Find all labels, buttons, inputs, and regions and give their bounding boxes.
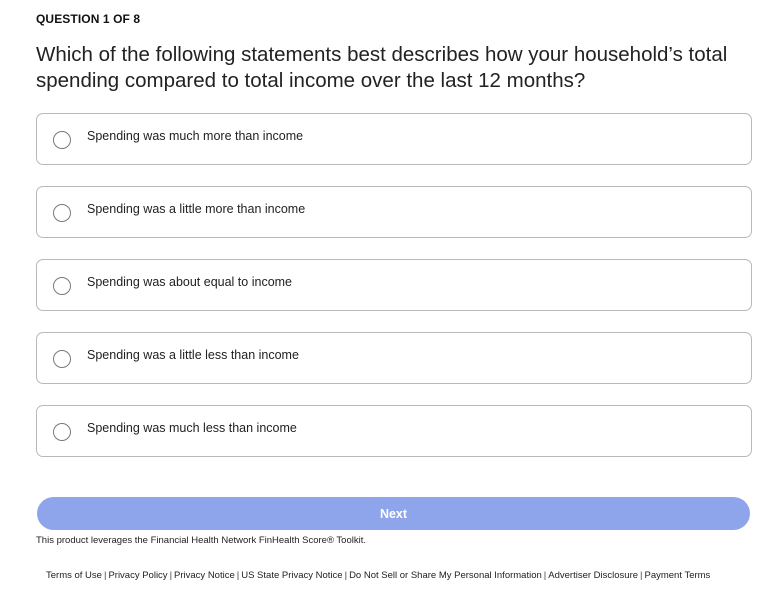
option-little-more[interactable] [36,186,752,238]
disclaimer-text: This product leverages the Financial Health Network FinHealth Score® Toolkit. [36,535,366,546]
separator: | [344,570,348,581]
question-text: Which of the following statements best describes how your household’s total spending compared to total income over the last 12 months? [36,43,728,92]
footer-link-payment-terms[interactable]: Payment Terms [644,570,711,581]
separator: | [169,570,173,581]
footer-link-privacy-notice[interactable]: Privacy Notice [174,570,235,581]
footer-link-terms-of-use[interactable]: Terms of Use [46,570,102,581]
radio-button[interactable] [53,204,71,222]
footer-link-do-not-sell[interactable]: Do Not Sell or Share My Personal Information [349,570,542,581]
footer-link-privacy-policy[interactable]: Privacy Policy [108,570,168,581]
option-much-less[interactable] [36,405,752,457]
footer-links [46,570,746,581]
separator: | [103,570,107,581]
question-counter: QUESTION 1 OF 8 [36,12,141,26]
option-label: Spending was much less than income [87,421,297,435]
option-little-less[interactable] [36,332,752,384]
footer-link-advertiser-disclosure[interactable]: Advertiser Disclosure [548,570,639,581]
footer-link-us-state-privacy[interactable]: US State Privacy Notice [241,570,343,581]
option-label: Spending was much more than income [87,129,304,143]
answer-options [36,113,752,478]
separator: | [640,570,643,581]
option-label: Spending was a little less than income [87,348,299,362]
radio-button[interactable] [53,131,71,149]
radio-button[interactable] [53,277,71,295]
next-button[interactable]: Next [37,497,750,530]
option-about-equal[interactable] [36,259,752,311]
option-label: Spending was a little more than income [87,202,306,216]
separator: | [543,570,547,581]
radio-button[interactable] [53,423,71,441]
option-much-more[interactable] [36,113,752,165]
separator: | [236,570,240,581]
option-label: Spending was about equal to income [87,275,293,289]
radio-button[interactable] [53,350,71,368]
